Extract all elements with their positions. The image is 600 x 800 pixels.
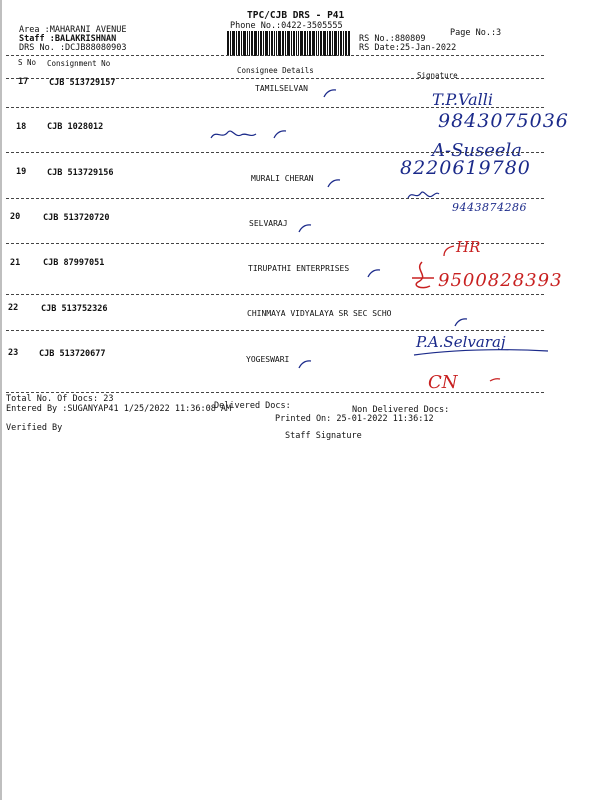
row-consignment: CJB 87997051 xyxy=(43,258,105,268)
check-mark xyxy=(297,222,313,234)
handwritten-phone: 9500828393 xyxy=(438,270,563,291)
handwritten-tamil-signature xyxy=(208,126,290,144)
rs-date: RS Date:25-Jan-2022 xyxy=(359,43,457,53)
divider xyxy=(6,294,544,295)
row-sno: 17 xyxy=(18,77,29,87)
row-consignment: CJB 513752326 xyxy=(41,304,108,314)
handwritten-tamil-signature xyxy=(408,260,436,294)
row-sno: 23 xyxy=(8,348,19,358)
row-consignee: TAMILSELVAN xyxy=(255,84,308,93)
column-consignment: Consignment No xyxy=(47,59,111,68)
staff-signature: Staff Signature xyxy=(285,431,362,441)
page-number: Page No.:3 xyxy=(450,28,502,38)
row-sno: 22 xyxy=(8,303,19,313)
check-mark xyxy=(326,177,342,189)
divider xyxy=(6,330,544,331)
dash-mark xyxy=(488,376,502,384)
check-mark xyxy=(440,244,456,258)
row-sno: 19 xyxy=(16,167,27,177)
rs-number: RS No.:880809 xyxy=(359,34,426,44)
divider xyxy=(6,392,544,393)
scan-edge xyxy=(0,0,2,800)
row-consignment: CJB 513720677 xyxy=(39,349,106,359)
row-consignment: CJB 1028012 xyxy=(47,122,104,132)
page-title: TPC/CJB DRS - P41 xyxy=(247,10,345,21)
area-label: Area :MAHARANI AVENUE xyxy=(19,25,127,35)
row-consignment: CJB 513729156 xyxy=(47,168,114,178)
divider xyxy=(6,198,544,199)
delivered-docs: Delivered Docs: xyxy=(214,401,291,411)
row-consignee: SELVARAJ xyxy=(249,219,288,228)
drs-number: DRS No. :DCJB88080903 xyxy=(19,43,127,53)
column-sno: S No xyxy=(18,58,37,67)
row-consignee: TIRUPATHI ENTERPRISES xyxy=(248,264,350,273)
divider xyxy=(6,107,544,108)
check-mark xyxy=(453,316,469,328)
handwritten-mark: CN xyxy=(428,372,458,393)
barcode-image xyxy=(227,31,350,56)
verified-by: Verified By xyxy=(6,423,63,433)
signature-underline xyxy=(412,345,550,359)
non-delivered-docs: Non Delivered Docs: xyxy=(352,405,450,415)
total-docs: Total No. Of Docs: 23 xyxy=(6,394,114,404)
handwritten-phone: 9443874286 xyxy=(452,201,527,214)
row-consignment: CJB 513720720 xyxy=(43,213,110,223)
row-sno: 21 xyxy=(10,258,21,268)
row-sno: 20 xyxy=(10,212,21,222)
handwritten-phone: 8220619780 xyxy=(400,157,531,179)
phone-number: Phone No.:0422-3505555 xyxy=(230,21,343,31)
divider xyxy=(6,152,544,153)
row-consignee: CHINMAYA VIDYALAYA SR SEC SCHO xyxy=(247,309,392,318)
divider xyxy=(6,55,544,56)
column-consignee: Consignee Details xyxy=(237,66,314,75)
check-mark xyxy=(366,267,382,279)
printed-on: Printed On: 25-01-2022 11:36:12 xyxy=(275,414,434,424)
handwritten-tamil-signature xyxy=(405,186,441,204)
staff-label: Staff :BALAKRISHNAN xyxy=(19,34,117,44)
row-consignment: CJB 513729157 xyxy=(49,78,116,88)
handwritten-phone: 9843075036 xyxy=(438,110,569,132)
check-mark xyxy=(297,358,313,370)
column-signature: Signature xyxy=(417,71,458,80)
handwritten-signature: P.A.Selvaraj xyxy=(416,333,506,351)
entered-by: Entered By :SUGANYAP41 1/25/2022 11:36:08 AM xyxy=(6,404,232,414)
handwritten-signature: T.P.Valli xyxy=(432,90,493,109)
check-mark xyxy=(322,87,338,99)
row-consignee: MURALI CHERAN xyxy=(251,174,314,183)
handwritten-mark: HR xyxy=(456,238,481,256)
row-consignee: YOGESWARI xyxy=(246,355,290,364)
row-sno: 18 xyxy=(16,122,27,132)
handwritten-name: A-Suseela xyxy=(432,140,523,161)
